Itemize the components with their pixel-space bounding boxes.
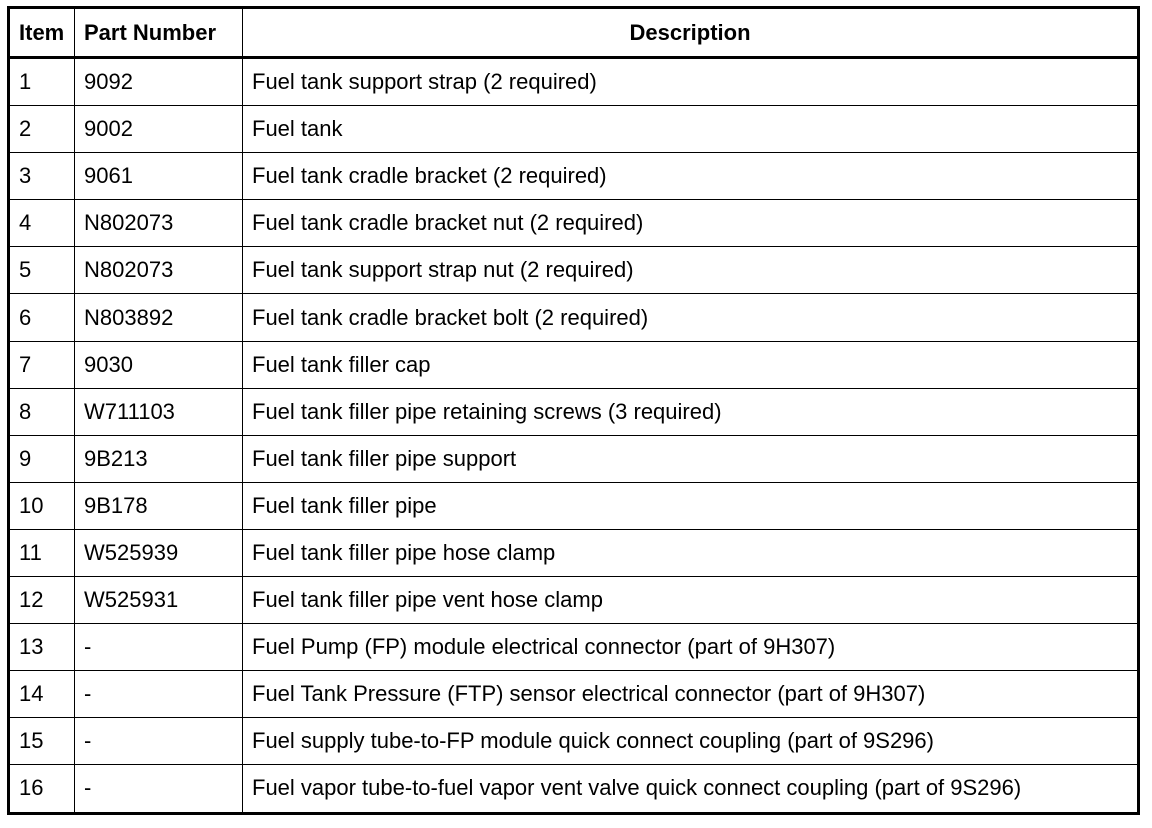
- table-row: [9, 341, 1139, 388]
- cell-part-number: 9B213: [75, 435, 243, 482]
- cell-description: Fuel tank support strap nut (2 required): [243, 247, 1139, 294]
- cell-item: 8: [9, 388, 75, 435]
- table-row: [9, 482, 1139, 529]
- table-header: [9, 8, 1139, 58]
- table-row: [9, 624, 1139, 671]
- column-header-part-number: Part Number: [75, 8, 243, 58]
- cell-part-number: N802073: [75, 247, 243, 294]
- parts-table: [7, 6, 1140, 815]
- table-body: [9, 58, 1139, 814]
- cell-description: Fuel tank filler pipe: [243, 482, 1139, 529]
- table-row: [9, 247, 1139, 294]
- cell-part-number: W525939: [75, 529, 243, 576]
- cell-description: Fuel tank filler cap: [243, 341, 1139, 388]
- cell-part-number: 9002: [75, 106, 243, 153]
- table-row: [9, 153, 1139, 200]
- cell-part-number: -: [75, 671, 243, 718]
- table-row: [9, 671, 1139, 718]
- table-row: [9, 106, 1139, 153]
- cell-part-number: W711103: [75, 388, 243, 435]
- cell-description: Fuel tank filler pipe hose clamp: [243, 529, 1139, 576]
- parts-table-container: [7, 6, 1137, 815]
- cell-description: Fuel tank support strap (2 required): [243, 58, 1139, 106]
- cell-part-number: N802073: [75, 200, 243, 247]
- cell-part-number: -: [75, 718, 243, 765]
- table-row: [9, 529, 1139, 576]
- cell-description: Fuel Tank Pressure (FTP) sensor electrical connector (part of 9H307): [243, 671, 1139, 718]
- cell-description: Fuel tank cradle bracket (2 required): [243, 153, 1139, 200]
- cell-item: 6: [9, 294, 75, 341]
- cell-item: 7: [9, 341, 75, 388]
- table-row: [9, 577, 1139, 624]
- table-row: [9, 294, 1139, 341]
- cell-description: Fuel tank cradle bracket nut (2 required): [243, 200, 1139, 247]
- cell-description: Fuel tank cradle bracket bolt (2 required): [243, 294, 1139, 341]
- cell-item: 14: [9, 671, 75, 718]
- cell-part-number: 9092: [75, 58, 243, 106]
- cell-description: Fuel tank filler pipe retaining screws (3 required): [243, 388, 1139, 435]
- cell-item: 10: [9, 482, 75, 529]
- table-row: [9, 200, 1139, 247]
- cell-part-number: -: [75, 765, 243, 813]
- table-row: [9, 435, 1139, 482]
- cell-item: 9: [9, 435, 75, 482]
- cell-item: 13: [9, 624, 75, 671]
- cell-description: Fuel tank: [243, 106, 1139, 153]
- cell-item: 3: [9, 153, 75, 200]
- cell-description: Fuel Pump (FP) module electrical connector (part of 9H307): [243, 624, 1139, 671]
- cell-description: Fuel vapor tube-to-fuel vapor vent valve quick connect coupling (part of 9S296): [243, 765, 1139, 813]
- cell-description: Fuel tank filler pipe vent hose clamp: [243, 577, 1139, 624]
- cell-item: 1: [9, 58, 75, 106]
- cell-part-number: 9061: [75, 153, 243, 200]
- table-row: [9, 58, 1139, 106]
- cell-description: Fuel tank filler pipe support: [243, 435, 1139, 482]
- cell-item: 2: [9, 106, 75, 153]
- cell-description: Fuel supply tube-to-FP module quick connect coupling (part of 9S296): [243, 718, 1139, 765]
- cell-item: 4: [9, 200, 75, 247]
- cell-item: 5: [9, 247, 75, 294]
- cell-item: 16: [9, 765, 75, 813]
- cell-part-number: 9B178: [75, 482, 243, 529]
- cell-item: 12: [9, 577, 75, 624]
- table-row: [9, 765, 1139, 813]
- cell-part-number: 9030: [75, 341, 243, 388]
- table-row: [9, 388, 1139, 435]
- header-row: [9, 8, 1139, 58]
- cell-part-number: -: [75, 624, 243, 671]
- cell-part-number: W525931: [75, 577, 243, 624]
- column-header-item: Item: [9, 8, 75, 58]
- cell-item: 11: [9, 529, 75, 576]
- column-header-description: Description: [243, 8, 1139, 58]
- table-row: [9, 718, 1139, 765]
- cell-part-number: N803892: [75, 294, 243, 341]
- cell-item: 15: [9, 718, 75, 765]
